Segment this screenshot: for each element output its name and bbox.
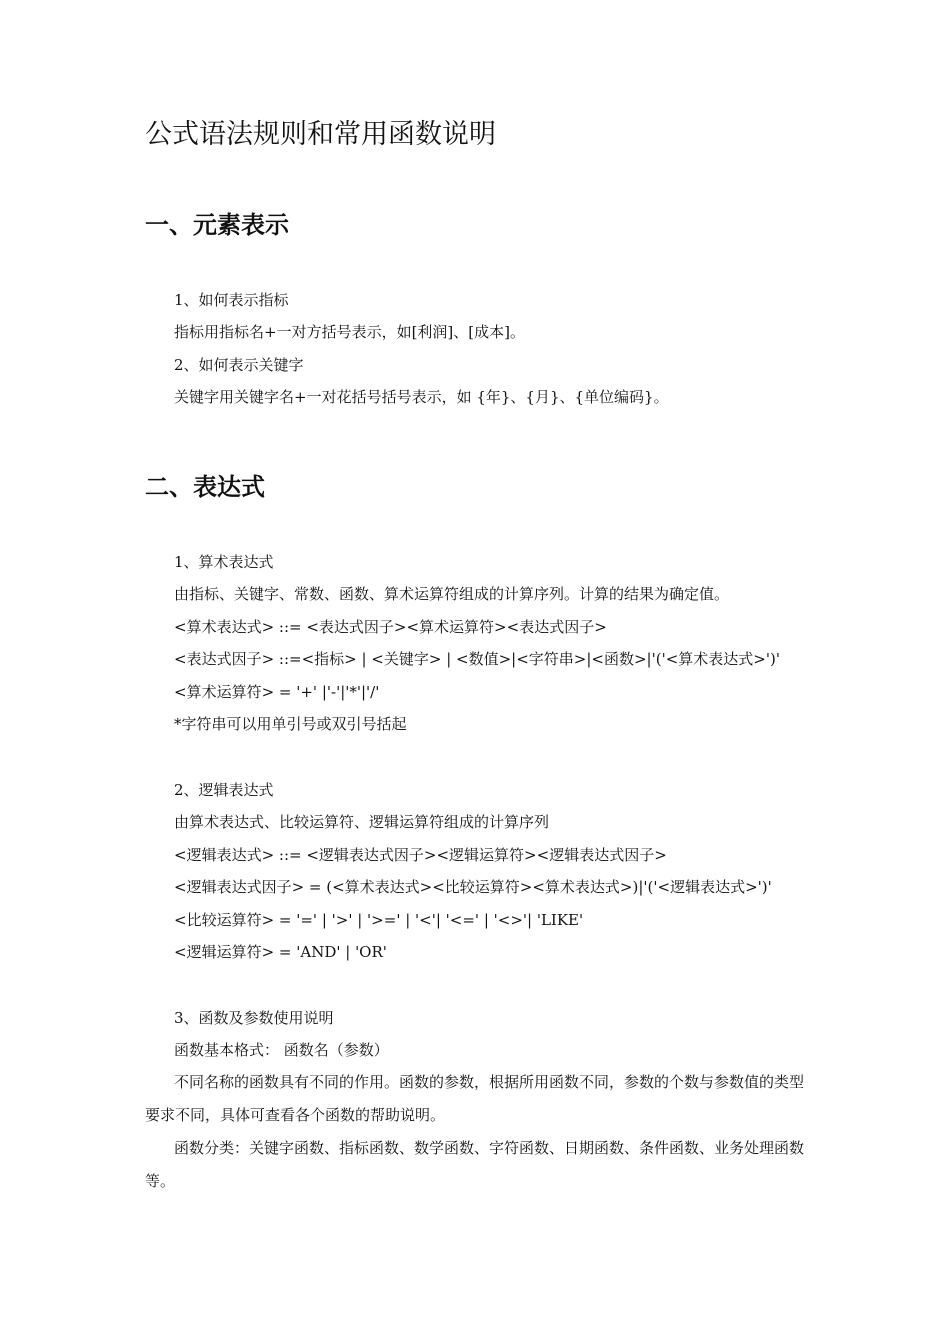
item-title-keyword: 2、如何表示关键字: [174, 356, 304, 374]
func-categories: 函数分类：关键字函数、指标函数、数学函数、字符函数、日期函数、条件函数、业务处理函数等。: [145, 1139, 805, 1190]
arith-note: *字符串可以用单引号或双引号括起: [174, 715, 407, 733]
arith-rule-expression: <算术表达式> ::= <表达式因子><算术运算符><表达式因子>: [174, 618, 607, 636]
logic-title: 2、逻辑表达式: [174, 781, 274, 799]
logic-rule-logic-operator: <逻辑运算符> = 'AND' | 'OR': [174, 943, 387, 961]
func-description: 不同名称的函数具有不同的作用。函数的参数，根据所用函数不同，参数的个数与参数值的类型要求不同，具体可查看各个函数的帮助说明。: [145, 1073, 805, 1124]
logic-rule-expression: <逻辑表达式> ::= <逻辑表达式因子><逻辑运算符><逻辑表达式因子>: [174, 846, 667, 864]
section-heading-elements: 一、元素表示: [145, 210, 289, 239]
logic-rule-compare-operator: <比较运算符> = '=' | '>' | '>=' | '<'| '<=' | '<>'| 'LIKE': [174, 911, 584, 929]
arith-desc: 由指标、关键字、常数、函数、算术运算符组成的计算序列。计算的结果为确定值。: [174, 585, 730, 603]
arith-rule-factor: <表达式因子> ::=<指标> | <关键字> | <数值>|<字符串>|<函数>|'('<算术表达式>')': [174, 650, 780, 668]
func-title: 3、函数及参数使用说明: [174, 1009, 334, 1027]
item-title-indicator: 1、如何表示指标: [174, 291, 289, 309]
logic-rule-factor: <逻辑表达式因子> = (<算术表达式><比较运算符><算术表达式>)|'('<逻辑表达式>')': [174, 878, 772, 896]
arith-title: 1、算术表达式: [174, 553, 274, 571]
logic-desc: 由算术表达式、比较运算符、逻辑运算符组成的计算序列: [174, 813, 550, 831]
page-title: 公式语法规则和常用函数说明: [145, 119, 496, 150]
item-text-keyword: 关键字用关键字名+一对花括号括号表示，如 {年}、{月}、{单位编码}。: [174, 388, 669, 406]
func-format: 函数基本格式： 函数名（参数）: [174, 1041, 389, 1059]
arith-rule-operator: <算术运算符> = '+' |'-'|'*'|'/': [174, 683, 380, 701]
section-heading-expressions: 二、表达式: [145, 472, 265, 501]
item-text-indicator: 指标用指标名+一对方括号表示，如[利润]、[成本]。: [174, 323, 525, 341]
